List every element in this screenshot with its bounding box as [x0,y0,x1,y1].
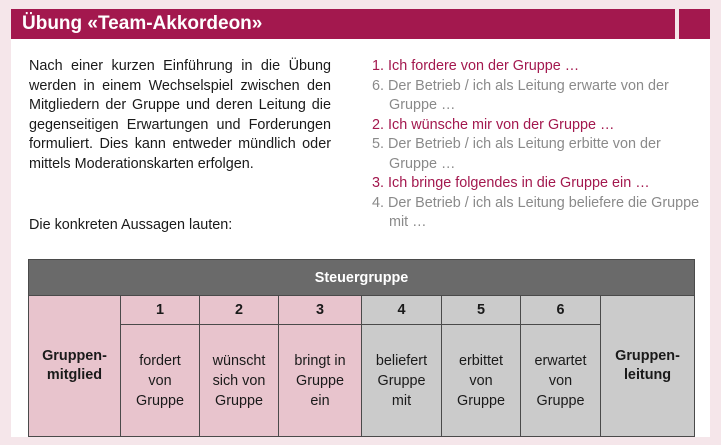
statement-item: 6. Der Betrieb / ich als Leitung erwarte von der Gruppe … [372,77,669,113]
column-number: 5 [442,296,521,325]
statement-list [372,57,702,233]
statement-item: 3. Ich bringe folgendes in die Gruppe ein … [372,175,650,191]
member-label-text: Gruppen- mitglied [42,348,107,384]
member-label [29,296,121,437]
column-number: 1 [121,296,200,325]
statement-item: 1. Ich fordere von der Gruppe … [372,58,580,74]
table-title: Steuergruppe [29,260,695,296]
statements-intro: Die konkreten Aussagen lauten: [29,217,233,233]
column-description [362,325,442,437]
column-description [442,325,521,437]
column-number: 2 [200,296,279,325]
column-description-text: erbittet von Gruppe [457,352,505,409]
column-description-text: beliefert Gruppe mit [375,352,428,409]
column-description [200,325,279,437]
leader-label-text: Gruppen- leitung [615,348,680,384]
statement-item: 5. Der Betrieb / ich als Leitung erbitte von der Gruppe … [372,136,661,172]
column-description-text: bringt in Gruppe ein [294,352,346,409]
column-description [121,325,200,437]
statement-item: 4. Der Betrieb / ich als Leitung beliefere die Gruppe mit … [372,194,700,230]
column-description [521,325,601,437]
team-accordion-table [28,259,695,437]
intro-paragraph: Nach einer kurzen Einführung in die Übung werden in einem Wechselspiel zwischen den Mitgliedern der Gruppe und deren Leitung die gegenseitigen Erwartungen und Forderungen formuliert. Dies kann entweder mündlich oder mittels Moderationskarten erfolgen. [29,58,331,172]
column-description-text: wünscht sich von Gruppe [212,352,266,409]
column-number: 3 [279,296,362,325]
column-number: 4 [362,296,442,325]
column-description [279,325,362,437]
column-number: 6 [521,296,601,325]
header-accent-block [679,9,710,39]
leader-label [601,296,695,437]
page-title: Übung «Team-Akkordeon» [11,9,675,39]
column-description-text: erwartet von Gruppe [534,352,587,409]
column-description-text: fordert von Gruppe [136,352,184,409]
statement-item: 2. Ich wünsche mir von der Gruppe … [372,116,615,133]
